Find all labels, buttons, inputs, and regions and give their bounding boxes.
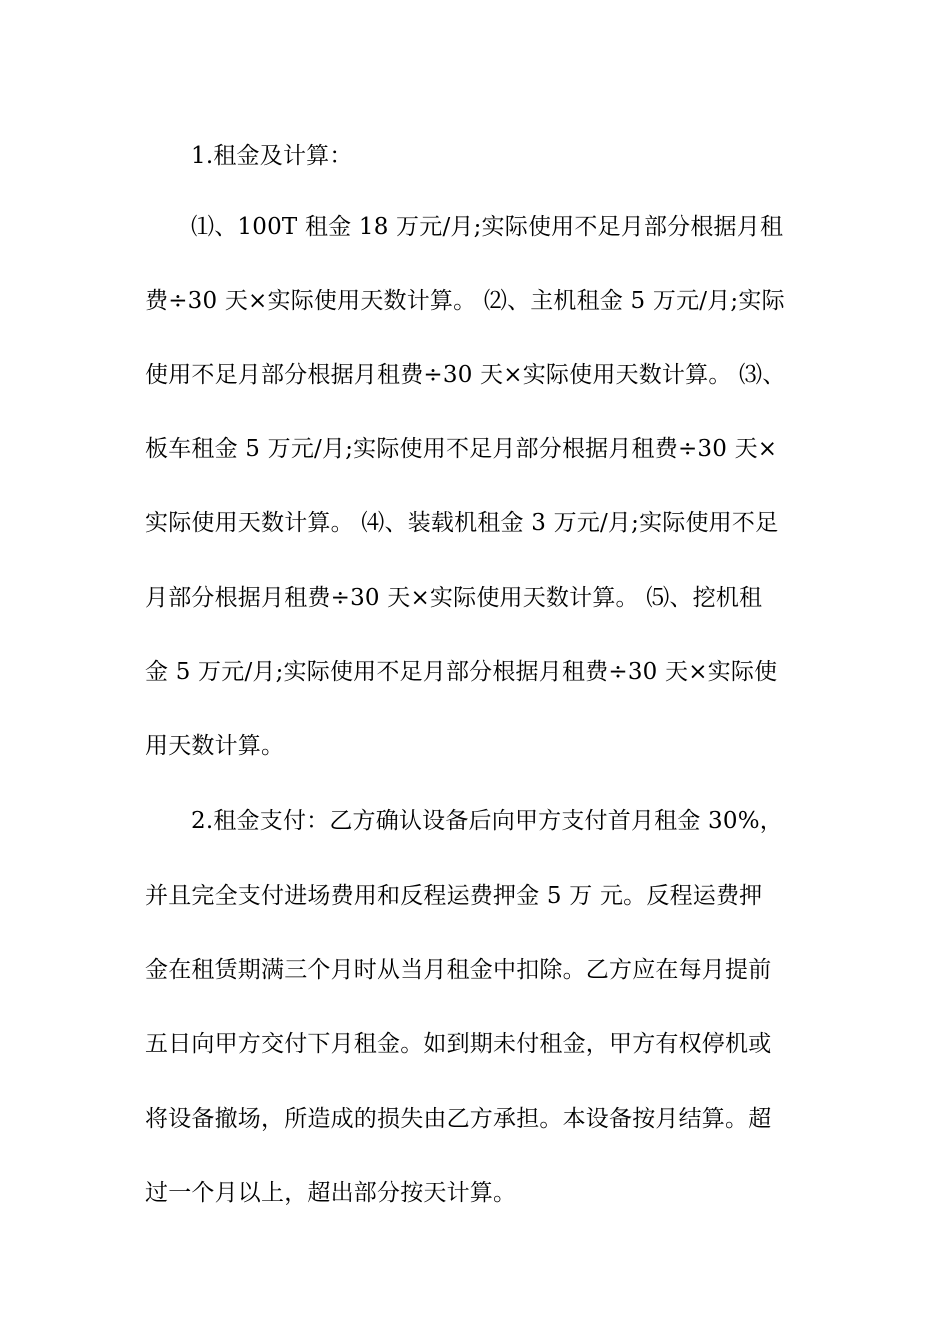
text-line: 过一个月以上，超出部分按天计算。 <box>145 1180 517 1206</box>
section-heading-rent-calculation: 1.租金及计算： <box>191 143 353 169</box>
text-line: 月部分根据月租费÷30 天×实际使用天数计算。 ⑸、挖机租 <box>145 585 763 611</box>
text-line: 并且完全支付进场费用和反程运费押金 5 万 元。反程运费押 <box>145 883 763 909</box>
text-line: 将设备撤场，所造成的损失由乙方承担。本设备按月结算。超 <box>145 1106 772 1132</box>
text-line: 金在租赁期满三个月时从当月租金中扣除。乙方应在每月提前 <box>145 957 772 983</box>
text-line: 金 5 万元/月;实际使用不足月部分根据月租费÷30 天×实际使 <box>145 659 778 685</box>
text-line: 板车租金 5 万元/月;实际使用不足月部分根据月租费÷30 天× <box>145 436 778 462</box>
text-line: 实际使用天数计算。 ⑷、装载机租金 3 万元/月;实际使用不足 <box>145 510 779 536</box>
text-line: 费÷30 天×实际使用天数计算。 ⑵、主机租金 5 万元/月;实际 <box>145 288 785 314</box>
text-line: ⑴、100T 租金 18 万元/月;实际使用不足月部分根据月租 <box>191 214 784 240</box>
text-line: 五日向甲方交付下月租金。如到期未付租金，甲方有权停机或 <box>145 1031 772 1057</box>
section-heading-rent-payment: 2.租金支付：乙方确认设备后向甲方支付首月租金 30%， <box>191 808 783 834</box>
text-line: 用天数计算。 <box>145 733 285 759</box>
text-line: 使用不足月部分根据月租费÷30 天×实际使用天数计算。 ⑶、 <box>145 362 786 388</box>
